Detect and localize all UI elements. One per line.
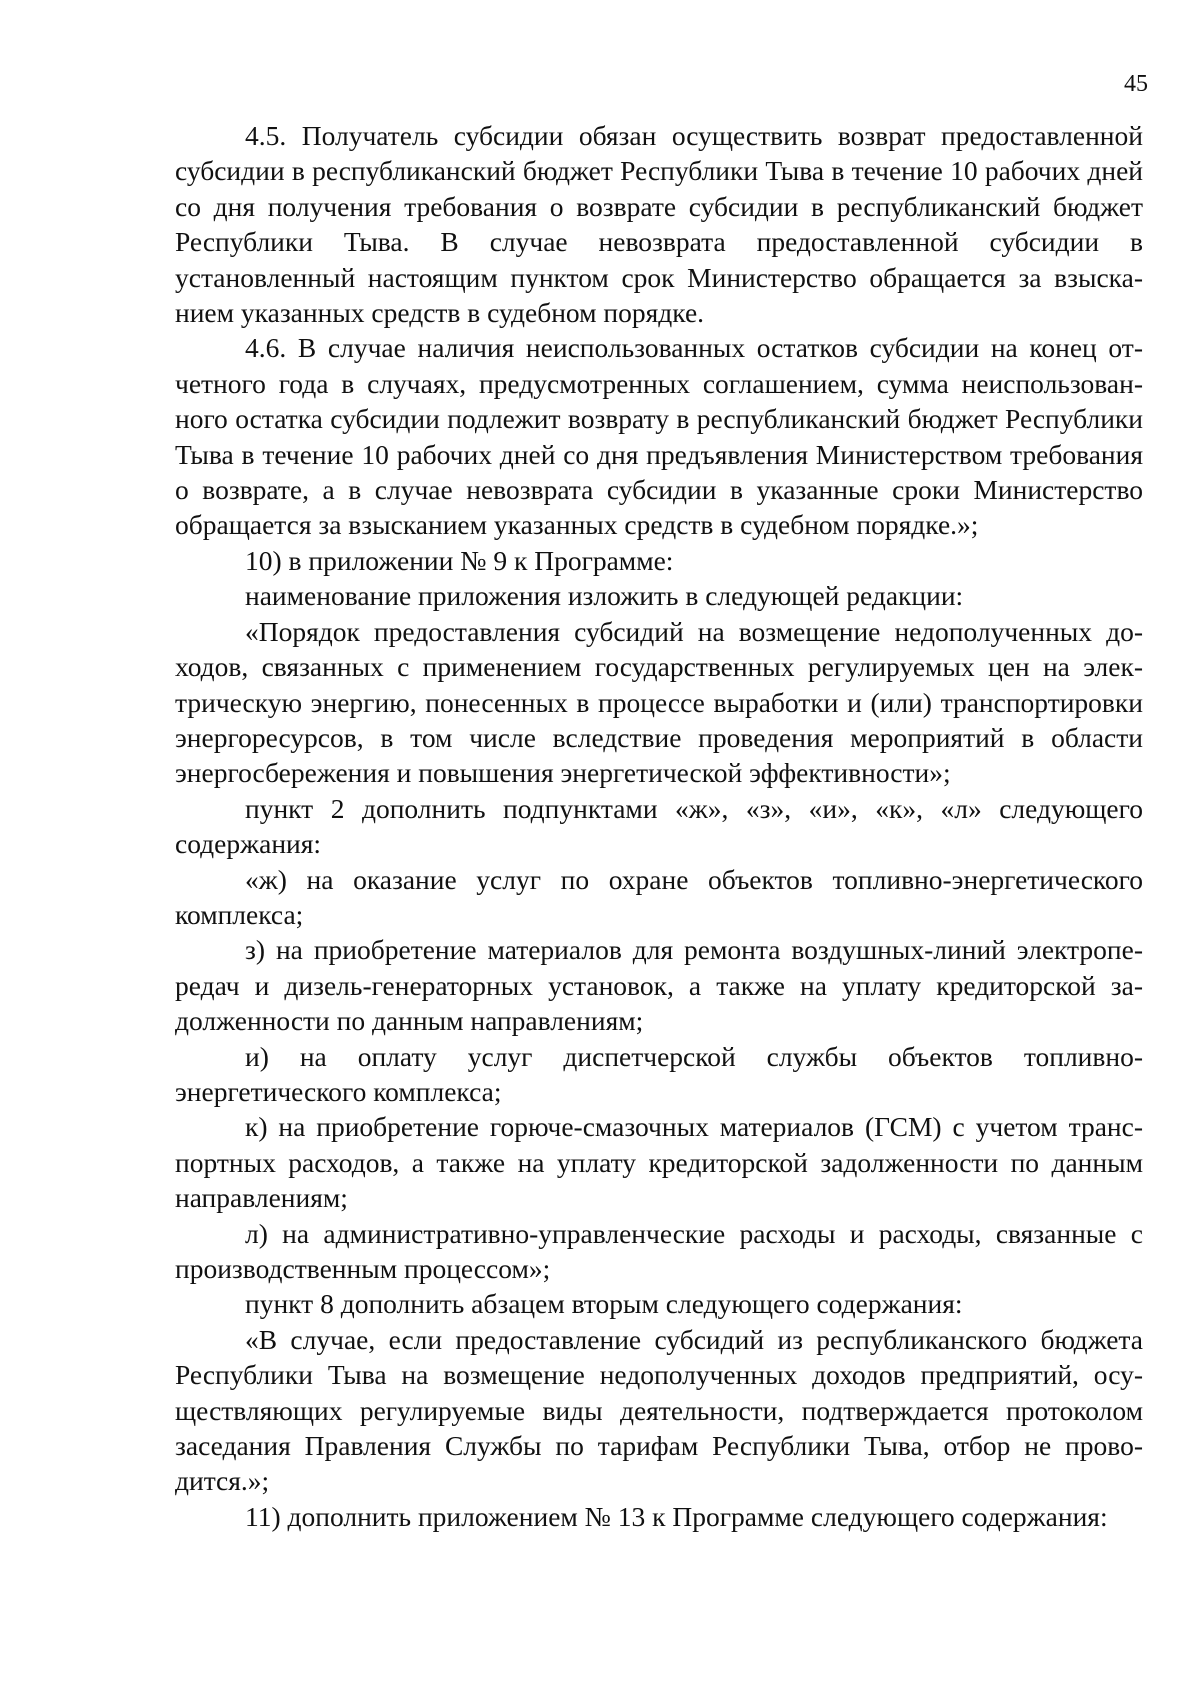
paragraph-appendix-title: «Порядок предоставления субсидий на возмещение недополученных доходов, связанных с применением государственных регулируемых цен на электрическую энергию, понесенных в процессе выработки и (или) транспортировки энергоресурсов, в том числе вследствие проведения мероприятий в области энергосбережения и повышения энергетической эффективности»; (175, 615, 1143, 789)
paragraph-subpoint-z: з) на приобретение материалов для ремонта воздушных-линий электропередач и дизель-генераторных установок, а также на уплату кредиторской задолженности по данным направлениям; (175, 934, 1143, 1037)
paragraph-subpoint-l: л) на административно-управленческие расходы и расходы, связанные с производственным процессом»; (175, 1217, 1143, 1284)
paragraph-subpoint-zh: «ж) на оказание услуг по охране объектов топливно-энергетического комплекса; (175, 863, 1143, 930)
paragraph-item-11: 11) дополнить приложением № 13 к Программе следующего содержания: (245, 1500, 1108, 1532)
document-body (175, 118, 1143, 1534)
paragraph-point-8-instruction: пункт 8 дополнить абзацем вторым следующего содержания: (245, 1288, 963, 1320)
paragraph-subpoint-k: к) на приобретение горюче-смазочных материалов (ГСМ) с учетом транспортных расходов, а также на уплату кредиторской задолженности по данным направлениям; (175, 1111, 1143, 1214)
paragraph-item-10: 10) в приложении № 9 к Программе: (245, 544, 674, 576)
paragraph-4-6: 4.6. В случае наличия неиспользованных остатков субсидии на конец отчетного года в случаях, предусмотренных соглашением, сумма неиспользованного остатка субсидии подлежит возврату в республиканский бюджет Республики Тыва в течение 10 рабочих дней со дня предъявления Министерством требования о возврате, а в случае невозврата субсидии в указанные сроки Министерство обращается за взысканием указанных средств в судебном порядке.»; (175, 332, 1143, 541)
paragraph-point-2-instruction: пункт 2 дополнить подпунктами «ж», «з», «и», «к», «л» следующего содержания: (175, 792, 1143, 860)
paragraph-subpoint-i: и) на оплату услуг диспетчерской службы объектов топливно-энергетического комплекса; (175, 1040, 1143, 1107)
paragraph-appendix-title-instruction: наименование приложения изложить в следующей редакции: (245, 580, 964, 612)
paragraph-4-5: 4.5. Получатель субсидии обязан осуществить возврат предоставленной субсидии в республиканский бюджет Республики Тыва в течение 10 рабочих дней со дня получения требования о возврате субсидии в республиканский бюджет Республики Тыва. В случае невозврата предоставленной субсидии в установленный настоящим пунктом срок Министерство обращается за взысканием указанных средств в судебном порядке. (175, 120, 1143, 329)
paragraph-point-8-text: «В случае, если предоставление субсидий из республиканского бюджета Республики Тыва на возмещение недополученных доходов предприятий, осуществляющих регулируемые виды деятельности, подтверждается протоколом заседания Правления Службы по тарифам Республики Тыва, отбор не проводится.»; (175, 1323, 1143, 1497)
page-number: 45 (1124, 71, 1148, 97)
